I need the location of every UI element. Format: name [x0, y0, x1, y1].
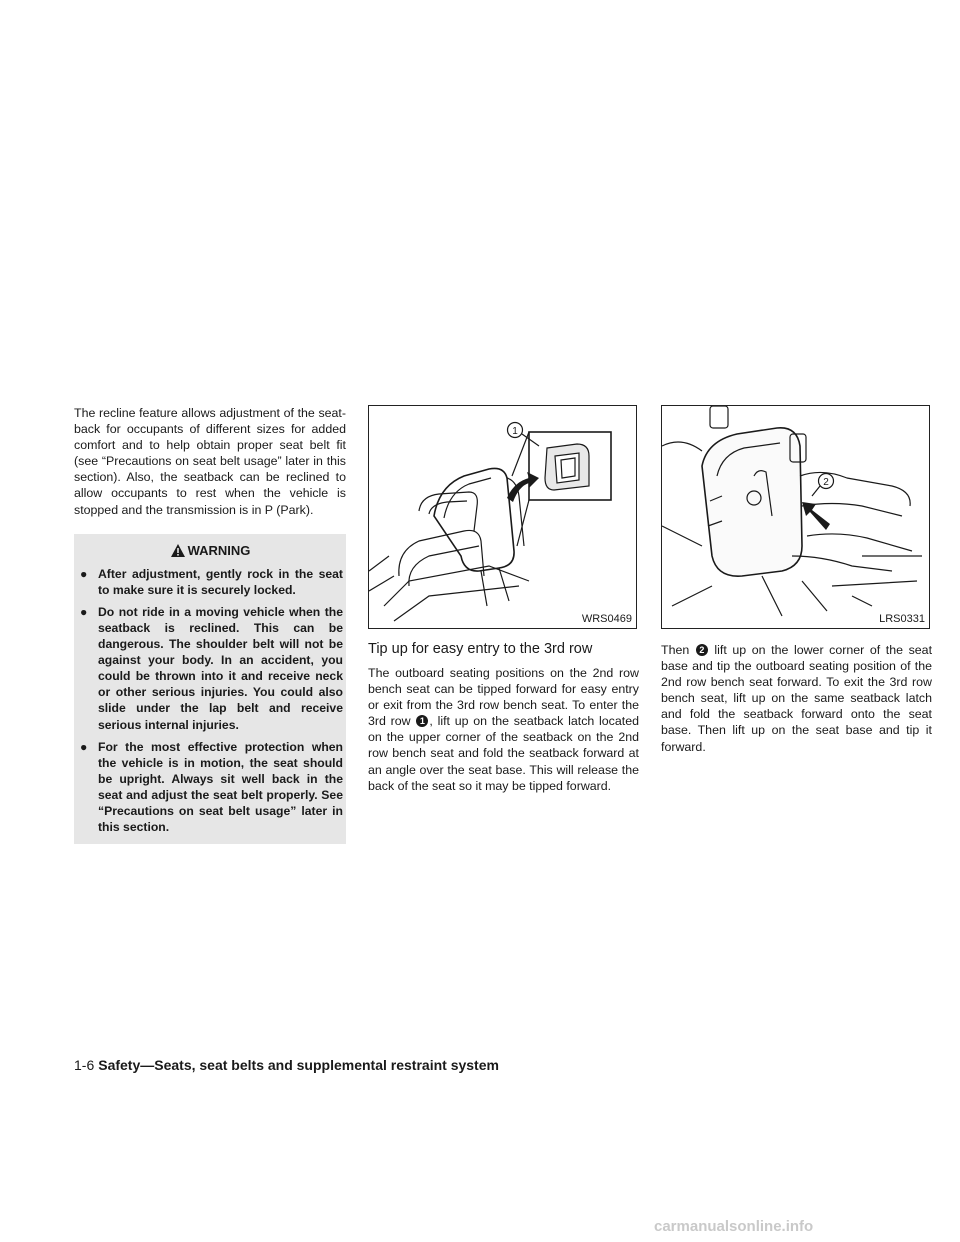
warning-heading	[74, 542, 346, 560]
col3-then: Then	[661, 643, 695, 657]
section-paragraph-a: The outboard seating positions on the 2nd row bench seat can be tipped forward for easy entry or exit from the 3rd row bench seat. To enter the 3rd row	[368, 666, 639, 729]
left-column	[74, 405, 346, 844]
warning-box	[74, 534, 346, 845]
seat-base-figure	[661, 405, 930, 629]
figure-callout-2: 2	[823, 477, 829, 488]
col3-text: lift up on the lower corner of the seat base and tip the outboard seating position of the 2nd row bench seat forward. To exit the 3rd row bench seat, lift up on the same seatback latch and fold the seatback forward onto the seat base. Then lift up on the seat base and tip it forward.	[661, 643, 933, 754]
warning-label: WARNING	[187, 542, 251, 558]
middle-column	[368, 405, 639, 794]
section-paragraph-b: , lift up on the seatback latch located on the upper corner of the seatback on the 2nd row bench seat and fold the seatback forward at an angle over the seat base. This will release the back of the seat so it may be tipped forward.	[368, 714, 639, 793]
bullet-icon: ●	[80, 604, 88, 619]
section-paragraph	[368, 665, 639, 794]
warning-item-text: After adjustment, gently rock in the seat to make sure it is securely locked.	[98, 566, 343, 597]
warning-item-text: Do not ride in a moving vehicle when the seatback is reclined. This can be dangerous. The shoulder belt will not be against your body. In an accident, you could be thrown into it and receive neck or other serious injuries. You could also slide under the lap belt and receive serious internal injuries.	[98, 604, 343, 732]
seat-illustration	[369, 406, 636, 628]
right-column	[661, 405, 932, 755]
figure-code: WRS0469	[581, 613, 632, 625]
warning-item	[74, 604, 346, 733]
page-number: 1-6	[74, 1057, 95, 1073]
page-footer	[74, 1057, 499, 1073]
bullet-icon: ●	[80, 566, 88, 581]
col3-paragraph	[661, 642, 932, 755]
warning-item	[74, 739, 346, 836]
seatback-latch-figure	[368, 405, 637, 629]
footer-title: Safety—Seats, seat belts and supplemental restraint system	[98, 1057, 499, 1073]
intro-paragraph: The recline feature allows adjustment of the seat-back for occupants of different sizes for added comfort and to help obtain proper seat belt fit (see “Precautions on seat belt usage” later in this section). Also, the seatback can be reclined to allow occupants to rest when the vehicle is stopped and the transmission is in P (Park).	[74, 406, 346, 517]
callout-1-icon: 1	[416, 715, 428, 727]
section-heading: Tip up for easy entry to the 3rd row	[368, 641, 593, 657]
bullet-icon: ●	[80, 739, 88, 754]
figure-callout-1: 1	[512, 426, 518, 437]
seat-base-illustration	[662, 406, 929, 628]
watermark: carmanualsonline.info	[654, 1218, 814, 1235]
warning-item-text: For the most effective protection when the vehicle is in motion, the seat should be upright. Always sit well back in the seat and adjust the seat belt properly. See “Precautions on seat belt usage” later in this section.	[98, 739, 343, 835]
warning-triangle-icon	[170, 543, 186, 558]
figure-code: LRS0331	[879, 613, 925, 625]
warning-item	[74, 566, 346, 598]
callout-2-icon: 2	[696, 644, 708, 656]
